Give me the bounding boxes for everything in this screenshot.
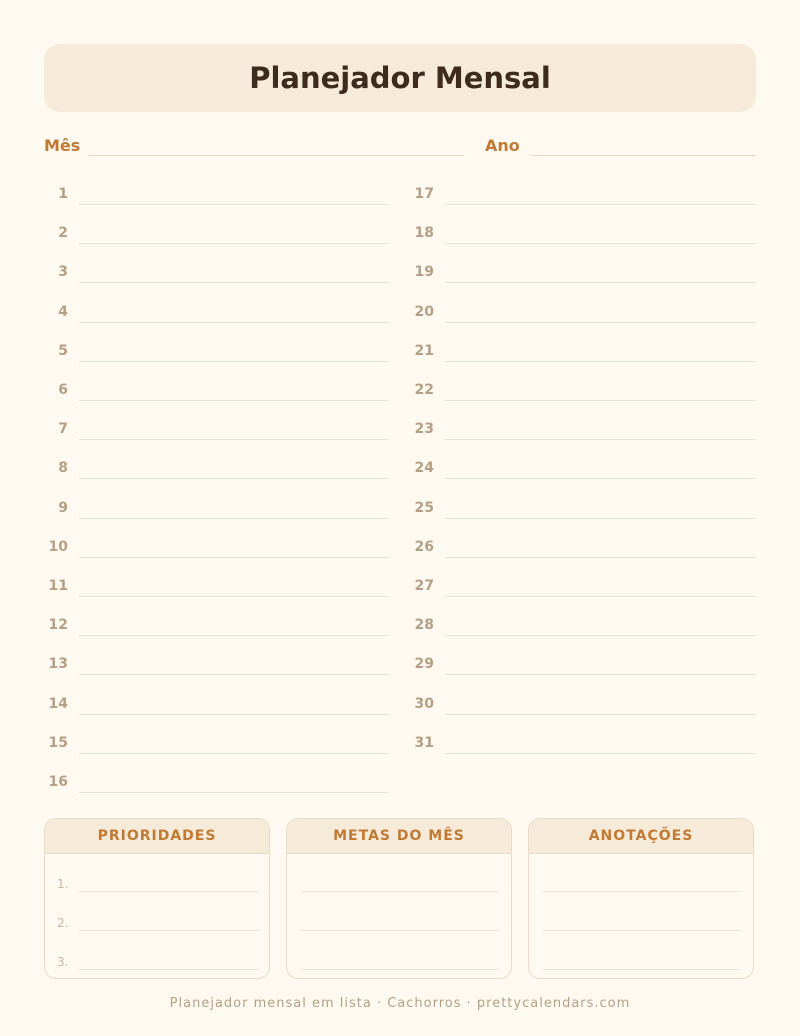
day-number: 8	[58, 460, 68, 477]
day-row	[0, 186, 800, 206]
year-label: Ano	[485, 136, 520, 155]
day-entry-line[interactable]	[79, 792, 389, 793]
day-entry-line[interactable]	[445, 322, 756, 323]
month-label: Mês	[44, 136, 81, 155]
box-item-number: 3.	[57, 955, 69, 969]
day-number: 11	[48, 578, 68, 594]
day-number: 1	[58, 186, 68, 202]
day-entry-line[interactable]	[445, 204, 756, 205]
day-row	[0, 735, 800, 755]
day-entry-line[interactable]	[445, 282, 756, 283]
day-number: 27	[414, 578, 434, 594]
day-row	[0, 617, 800, 637]
day-row	[0, 264, 800, 284]
day-number: 3	[58, 264, 68, 281]
day-entry-line[interactable]	[445, 243, 756, 244]
day-number: 10	[48, 538, 68, 555]
day-number: 30	[414, 695, 434, 712]
year-input-line[interactable]	[530, 155, 756, 156]
box-item-row	[45, 917, 269, 969]
day-entry-line[interactable]	[445, 596, 756, 597]
notes-box-title: ANOTAÇÕES	[529, 819, 753, 854]
box-item-row	[45, 878, 269, 930]
day-row	[0, 343, 800, 363]
day-row	[0, 382, 800, 402]
day-number: 23	[414, 421, 434, 438]
day-number: 15	[48, 734, 68, 751]
day-row	[0, 578, 800, 598]
day-number: 5	[58, 342, 68, 359]
day-number: 14	[48, 695, 68, 712]
day-number: 7	[58, 421, 68, 438]
day-number: 21	[414, 342, 434, 359]
day-number: 20	[414, 303, 434, 320]
goals-box	[286, 818, 512, 979]
day-number: 31	[414, 734, 434, 751]
page-title: Planejador Mensal	[249, 61, 551, 95]
day-number: 12	[48, 617, 68, 634]
month-input-line[interactable]	[89, 155, 465, 156]
day-row	[0, 774, 800, 794]
day-number: 4	[58, 303, 68, 320]
box-item-line[interactable]	[79, 969, 259, 970]
box-item-row	[287, 839, 511, 859]
day-entry-line[interactable]	[445, 557, 756, 558]
day-entry-line[interactable]	[445, 439, 756, 440]
day-number: 25	[414, 499, 434, 516]
day-entry-line[interactable]	[445, 635, 756, 636]
box-item-row	[529, 917, 753, 937]
day-row	[0, 500, 800, 520]
day-number: 16	[48, 774, 68, 790]
notes-box	[528, 818, 754, 979]
box-item-number: 2.	[57, 916, 69, 930]
goals-box-title: METAS DO MÊS	[287, 819, 511, 854]
day-row	[0, 460, 800, 480]
day-entry-line[interactable]	[445, 400, 756, 401]
box-item-line[interactable]	[301, 969, 499, 970]
day-entry-line[interactable]	[445, 753, 756, 754]
box-item-number: 1.	[57, 877, 69, 891]
day-row	[0, 225, 800, 245]
day-number: 6	[58, 382, 68, 398]
day-entry-line[interactable]	[445, 478, 756, 479]
day-number: 19	[414, 264, 434, 281]
day-number: 29	[414, 656, 434, 673]
box-item-line[interactable]	[543, 969, 741, 970]
box-item-row	[287, 878, 511, 898]
day-entry-line[interactable]	[445, 361, 756, 362]
day-number: 18	[414, 225, 434, 242]
box-item-row	[529, 839, 753, 859]
priorities-box-title: PRIORIDADES	[45, 819, 269, 854]
day-number: 24	[414, 460, 434, 477]
box-item-row	[287, 917, 511, 937]
day-number: 26	[414, 538, 434, 555]
box-item-row	[45, 839, 269, 891]
day-number: 28	[414, 617, 434, 634]
footer-text: Planejador mensal em lista · Cachorros · prettycalendars.com	[169, 996, 631, 1011]
day-row	[0, 304, 800, 324]
day-row	[0, 696, 800, 716]
day-number: 22	[414, 382, 434, 398]
day-entry-line[interactable]	[445, 674, 756, 675]
day-entry-line[interactable]	[445, 518, 756, 519]
box-item-row	[529, 878, 753, 898]
day-number: 13	[48, 656, 68, 673]
day-row	[0, 421, 800, 441]
day-row	[0, 656, 800, 676]
day-number: 17	[414, 186, 434, 202]
day-number: 9	[58, 499, 68, 516]
day-number: 2	[58, 225, 68, 242]
title-bar	[44, 44, 756, 112]
priorities-box	[44, 818, 270, 979]
day-row	[0, 539, 800, 559]
day-entry-line[interactable]	[445, 714, 756, 715]
